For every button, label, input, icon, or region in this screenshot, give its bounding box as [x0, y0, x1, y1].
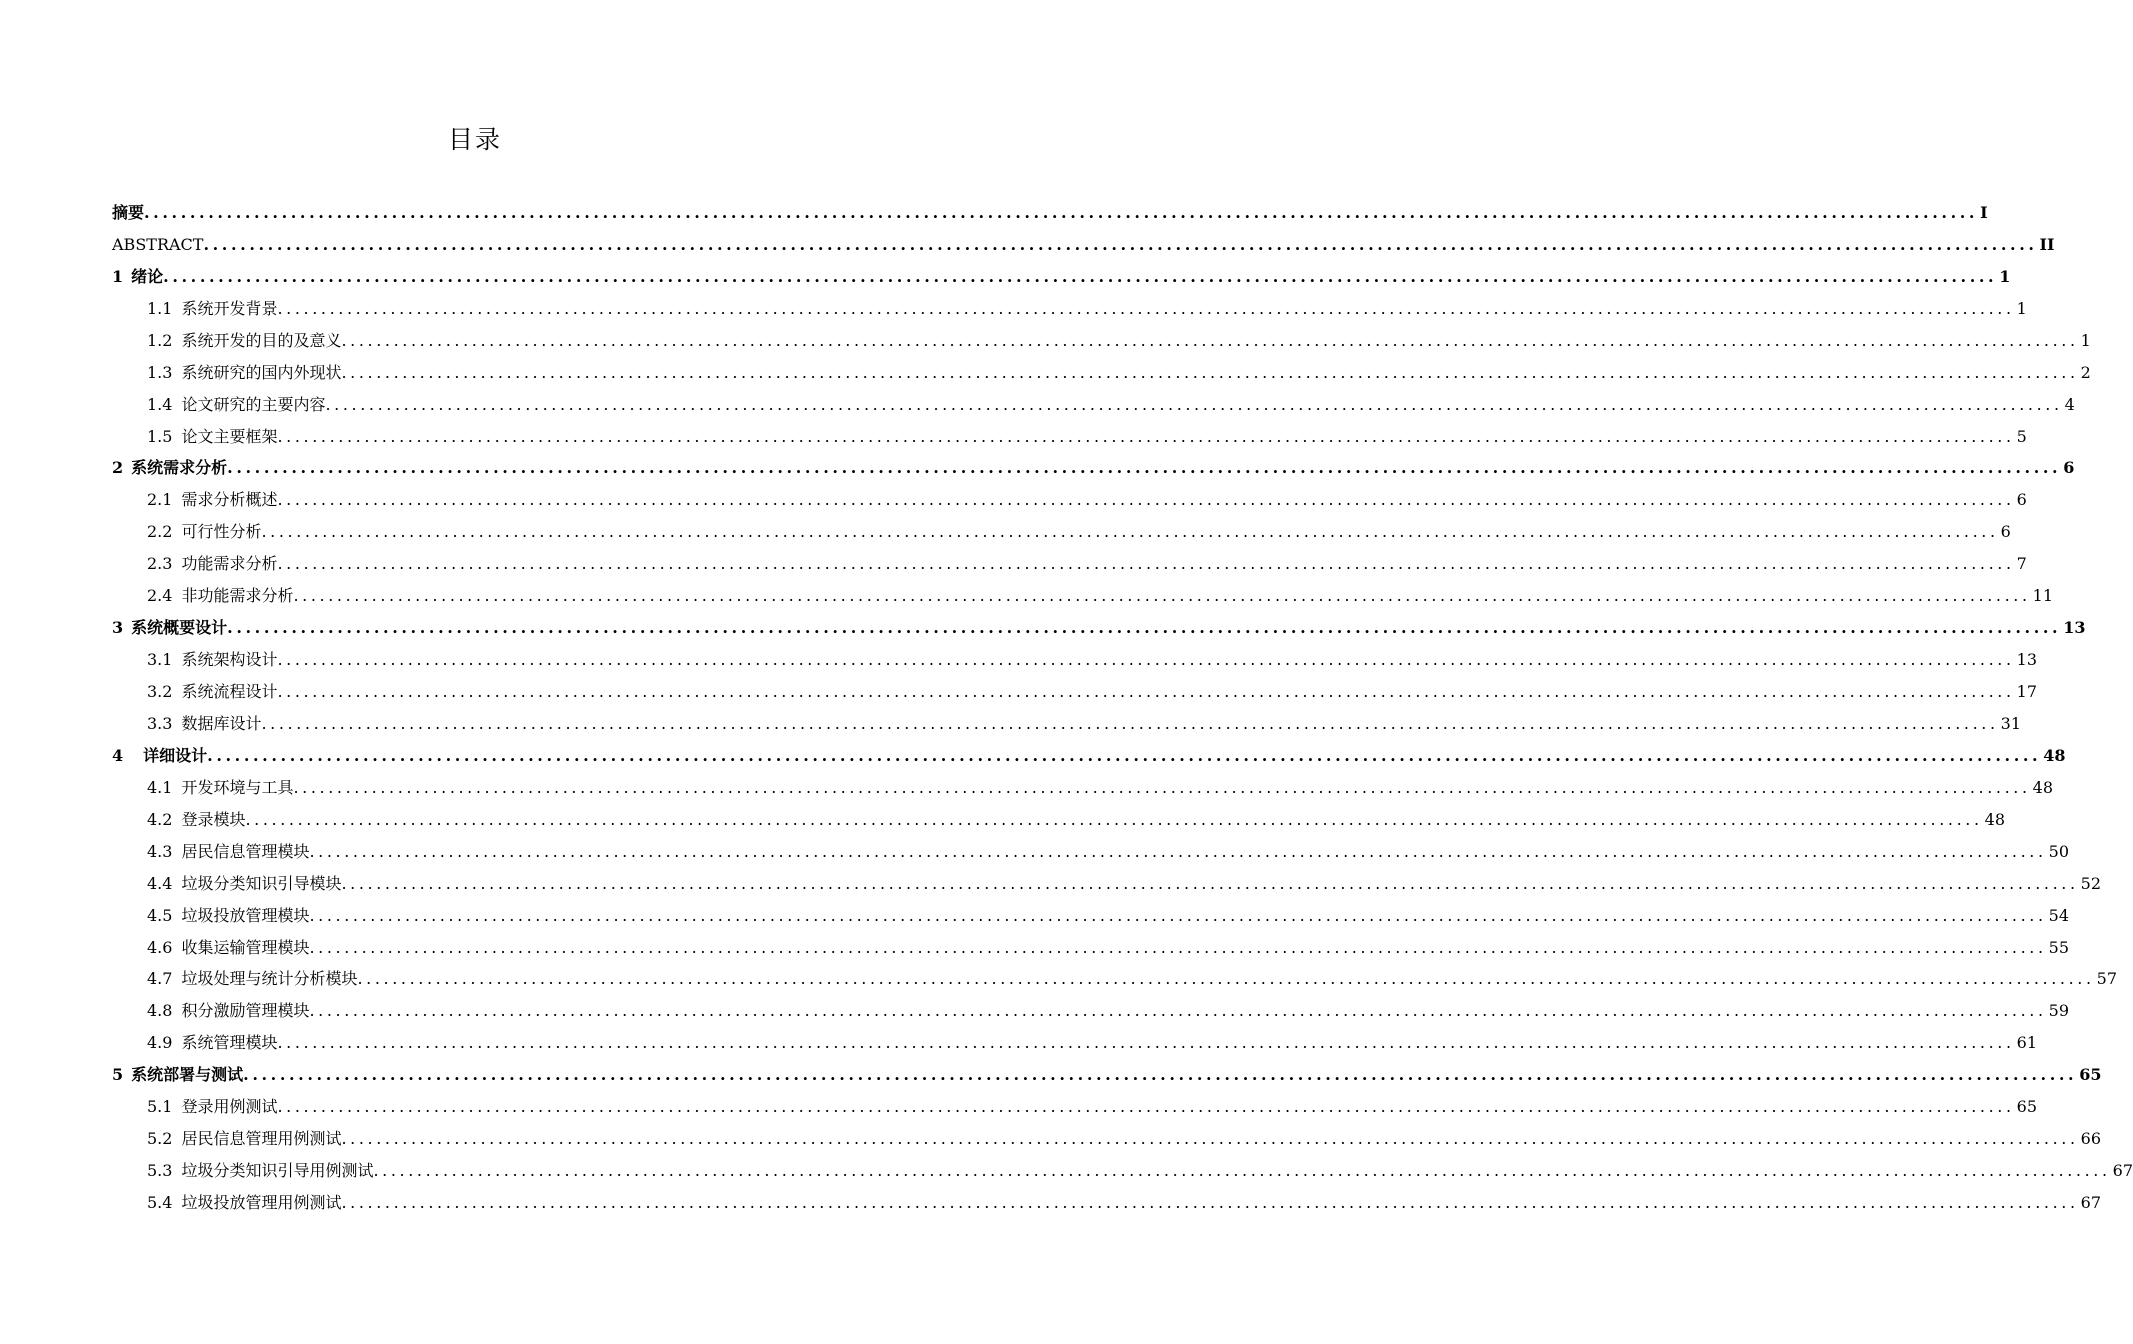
toc-entry-number: 4.1: [147, 777, 173, 797]
toc-entry-page-number: 4: [2064, 394, 2075, 414]
toc-entry-title: 论文主要框架: [181, 426, 278, 446]
toc-entry-title: 垃圾分类知识引导用例测试: [181, 1161, 374, 1181]
toc-entry-title: 非功能需求分析: [181, 586, 294, 606]
toc-dot-leader: ........................................................................................................................................................................................................: [245, 809, 1983, 829]
toc-dot-leader: ........................................................................................................................................................................................................: [277, 554, 2015, 574]
toc-entry-page-number: I: [1980, 202, 1988, 222]
toc-entry-page-number: 65: [2016, 1097, 2038, 1117]
toc-entry-page-number: 59: [2048, 1001, 2070, 1021]
toc-dot-leader: ........................................................................................................................................................................................................: [277, 1033, 2015, 1053]
toc-entry-number: 1.2: [147, 330, 173, 350]
toc-entry-title: ABSTRACT: [112, 234, 204, 254]
toc-entry[interactable]: [112, 447, 2075, 479]
toc-entry-title: 摘要: [112, 202, 145, 222]
toc-entry-title: 系统概要设计: [131, 618, 228, 638]
toc-entry-number: 4.4: [147, 873, 173, 893]
toc-entry-title: 系统需求分析: [131, 458, 228, 478]
toc-entry-title: 可行性分析: [181, 522, 262, 542]
toc-entry-number: 2: [112, 458, 124, 478]
toc-entry[interactable]: [112, 223, 2055, 255]
toc-dot-leader: ........................................................................................................................................................................................................: [163, 266, 1998, 286]
toc-entry[interactable]: [112, 638, 2038, 670]
toc-entry-page-number: 54: [2048, 905, 2070, 925]
toc-entry-number: 5.2: [147, 1129, 173, 1149]
toc-entry-number: 4.7: [147, 969, 173, 989]
toc-entry-number: 2.3: [147, 554, 173, 574]
toc-entry[interactable]: [112, 894, 2070, 926]
toc-dot-leader: ........................................................................................................................................................................................................: [309, 841, 2047, 861]
toc-entry[interactable]: [112, 734, 2066, 766]
toc-dot-leader: ........................................................................................................................................................................................................: [293, 586, 2031, 606]
toc-list: [112, 191, 2133, 1213]
toc-entry-page-number: 2: [2080, 362, 2091, 382]
toc-entry-number: 1.4: [147, 394, 173, 414]
toc-entry[interactable]: [112, 1053, 2102, 1085]
toc-entry-title: 登录用例测试: [181, 1097, 278, 1117]
toc-entry-number: 3.2: [147, 682, 173, 701]
toc-entry-page-number: 13: [2016, 650, 2038, 670]
toc-entry-page-number: 7: [2016, 554, 2027, 574]
toc-dot-leader: ........................................................................................................................................................................................................: [261, 713, 1999, 733]
toc-entry-number: 2.4: [147, 586, 173, 606]
toc-entry-number: 4.2: [147, 809, 173, 829]
toc-dot-leader: ........................................................................................................................................................................................................: [309, 905, 2047, 925]
toc-dot-leader: ........................................................................................................................................................................................................: [341, 873, 2079, 893]
toc-entry-page-number: II: [2039, 234, 2055, 254]
toc-entry-number: 3.1: [147, 650, 173, 670]
toc-dot-leader: ........................................................................................................................................................................................................: [357, 969, 2095, 989]
toc-entry-page-number: 1: [2016, 298, 2027, 318]
toc-entry[interactable]: [112, 670, 2038, 702]
toc-dot-leader: ........................................................................................................................................................................................................: [203, 234, 2038, 254]
toc-dot-leader: ........................................................................................................................................................................................................: [243, 1065, 2078, 1085]
toc-entry-page-number: 13: [2063, 618, 2086, 638]
toc-entry-title: 积分激励管理模块: [181, 1001, 310, 1021]
toc-entry-number: 4.8: [147, 1001, 173, 1021]
toc-dot-leader: ........................................................................................................................................................................................................: [341, 1193, 2079, 1212]
toc-entry[interactable]: [112, 1085, 2038, 1117]
toc-entry-number: 5.1: [147, 1097, 173, 1117]
toc-entry-page-number: 48: [2043, 745, 2066, 765]
toc-entry-page-number: 31: [2000, 713, 2022, 733]
toc-entry-page-number: 5: [2016, 426, 2027, 446]
toc-entry-title: 垃圾分类知识引导模块: [181, 873, 342, 893]
toc-entry-number: 1.3: [147, 362, 173, 382]
toc-entry-number: 5.4: [147, 1193, 173, 1212]
toc-entry-number: 5: [112, 1065, 124, 1085]
toc-dot-leader: ........................................................................................................................................................................................................: [261, 522, 1999, 542]
toc-entry-title: 功能需求分析: [181, 554, 278, 574]
toc-entry-title: 开发环境与工具: [181, 777, 294, 797]
toc-entry[interactable]: [112, 255, 2011, 287]
toc-entry-page-number: 17: [2016, 682, 2038, 701]
toc-entry-number: 4.3: [147, 841, 173, 861]
toc-entry-number: 1.1: [147, 298, 173, 318]
toc-entry[interactable]: [112, 415, 2027, 447]
toc-entry-number: 2.2: [147, 522, 173, 542]
toc-dot-leader: ........................................................................................................................................................................................................: [373, 1161, 2111, 1181]
toc-entry-page-number: 55: [2048, 937, 2070, 957]
toc-entry-title: 系统开发的目的及意义: [181, 330, 342, 350]
toc-entry-number: 4: [112, 745, 124, 765]
toc-entry[interactable]: [112, 542, 2027, 574]
toc-dot-leader: ........................................................................................................................................................................................................: [277, 298, 2015, 318]
toc-entry-page-number: 67: [2080, 1193, 2102, 1212]
toc-entry[interactable]: [112, 351, 2091, 383]
toc-entry-page-number: 6: [2063, 458, 2075, 478]
toc-dot-leader: ........................................................................................................................................................................................................: [341, 362, 2079, 382]
toc-entry-title: 绪论: [131, 266, 164, 286]
toc-entry-page-number: 61: [2016, 1033, 2038, 1053]
toc-entry[interactable]: [112, 862, 2102, 894]
toc-entry[interactable]: [112, 478, 2027, 510]
toc-entry-title: 论文研究的主要内容: [181, 394, 326, 414]
toc-entry[interactable]: [112, 191, 1988, 223]
toc-entry-title: 垃圾投放管理用例测试: [181, 1193, 342, 1212]
toc-entry-number: 4.5: [147, 905, 173, 925]
toc-entry[interactable]: [112, 1117, 2102, 1149]
toc-entry[interactable]: [112, 1181, 2102, 1213]
toc-entry-title: 数据库设计: [181, 713, 262, 733]
toc-dot-leader: ........................................................................................................................................................................................................: [277, 490, 2015, 510]
toc-dot-leader: ........................................................................................................................................................................................................: [207, 745, 2042, 765]
toc-dot-leader: ........................................................................................................................................................................................................: [227, 458, 2062, 478]
toc-entry-page-number: 57: [2096, 969, 2118, 989]
toc-entry-title: 居民信息管理用例测试: [181, 1129, 342, 1149]
toc-entry-page-number: 50: [2048, 841, 2070, 861]
toc-entry-title: 居民信息管理模块: [181, 841, 310, 861]
toc-entry-page-number: 65: [2079, 1065, 2102, 1085]
toc-entry-page-number: 48: [1984, 809, 2006, 829]
toc-dot-leader: ........................................................................................................................................................................................................: [277, 426, 2015, 446]
toc-entry[interactable]: [112, 766, 2054, 798]
toc-entry[interactable]: [112, 798, 2006, 830]
toc-dot-leader: ........................................................................................................................................................................................................: [341, 1129, 2079, 1149]
toc-entry-title: 详细设计: [143, 745, 208, 765]
toc-entry-title: 系统研究的国内外现状: [181, 362, 342, 382]
toc-entry[interactable]: [112, 702, 2022, 734]
toc-entry[interactable]: [112, 926, 2070, 958]
toc-entry-page-number: 6: [2016, 490, 2027, 510]
toc-entry[interactable]: [112, 1021, 2038, 1053]
toc-entry-number: 1.5: [147, 426, 173, 446]
toc-entry-page-number: 66: [2080, 1129, 2102, 1149]
toc-entry-number: 2.1: [147, 490, 173, 510]
toc-entry-title: 系统管理模块: [181, 1033, 278, 1053]
toc-entry-number: 1: [112, 266, 124, 286]
toc-entry[interactable]: [112, 510, 2011, 542]
toc-entry-page-number: 1: [2080, 330, 2091, 350]
toc-entry-title: 系统开发背景: [181, 298, 278, 318]
toc-entry-page-number: 1: [1999, 266, 2011, 286]
toc-dot-leader: ........................................................................................................................................................................................................: [309, 1001, 2047, 1021]
toc-entry-number: 4.6: [147, 937, 173, 957]
toc-entry-page-number: 67: [2112, 1161, 2133, 1181]
toc-entry[interactable]: [112, 606, 2086, 638]
toc-entry-title: 系统架构设计: [181, 650, 278, 670]
toc-dot-leader: ........................................................................................................................................................................................................: [325, 394, 2063, 414]
toc-dot-leader: ........................................................................................................................................................................................................: [144, 202, 1979, 222]
toc-entry-page-number: 6: [2000, 522, 2011, 542]
toc-dot-leader: ........................................................................................................................................................................................................: [293, 777, 2031, 797]
toc-entry[interactable]: [112, 958, 2118, 990]
toc-entry-title: 系统流程设计: [181, 682, 278, 701]
toc-dot-leader: ........................................................................................................................................................................................................: [277, 682, 2015, 701]
toc-dot-leader: ........................................................................................................................................................................................................: [277, 650, 2015, 670]
toc-dot-leader: ........................................................................................................................................................................................................: [277, 1097, 2015, 1117]
toc-dot-leader: ........................................................................................................................................................................................................: [341, 330, 2079, 350]
toc-entry[interactable]: [112, 287, 2027, 319]
toc-entry-page-number: 11: [2032, 586, 2054, 606]
toc-entry-number: 3.3: [147, 713, 173, 733]
toc-entry-title: 收集运输管理模块: [181, 937, 310, 957]
toc-entry[interactable]: [112, 383, 2075, 415]
toc-entry-title: 需求分析概述: [181, 490, 278, 510]
toc-dot-leader: ........................................................................................................................................................................................................: [309, 937, 2047, 957]
toc-entry[interactable]: [112, 1149, 2133, 1181]
toc-entry-page-number: 48: [2032, 777, 2054, 797]
toc-entry-title: 登录模块: [181, 809, 246, 829]
toc-dot-leader: ........................................................................................................................................................................................................: [227, 618, 2062, 638]
toc-entry[interactable]: [112, 989, 2070, 1021]
toc-entry-title: 垃圾投放管理模块: [181, 905, 310, 925]
toc-entry-title: 垃圾处理与统计分析模块: [181, 969, 358, 989]
toc-entry-number: 4.9: [147, 1033, 173, 1053]
toc-entry[interactable]: [112, 574, 2054, 606]
toc-entry-page-number: 52: [2080, 873, 2102, 893]
toc-entry[interactable]: [112, 319, 2091, 351]
toc-entry-title: 系统部署与测试: [131, 1065, 244, 1085]
toc-title: 目录: [447, 125, 502, 154]
toc-entry-number: 5.3: [147, 1161, 173, 1181]
toc-entry[interactable]: [112, 830, 2070, 862]
toc-entry-number: 3: [112, 618, 124, 638]
